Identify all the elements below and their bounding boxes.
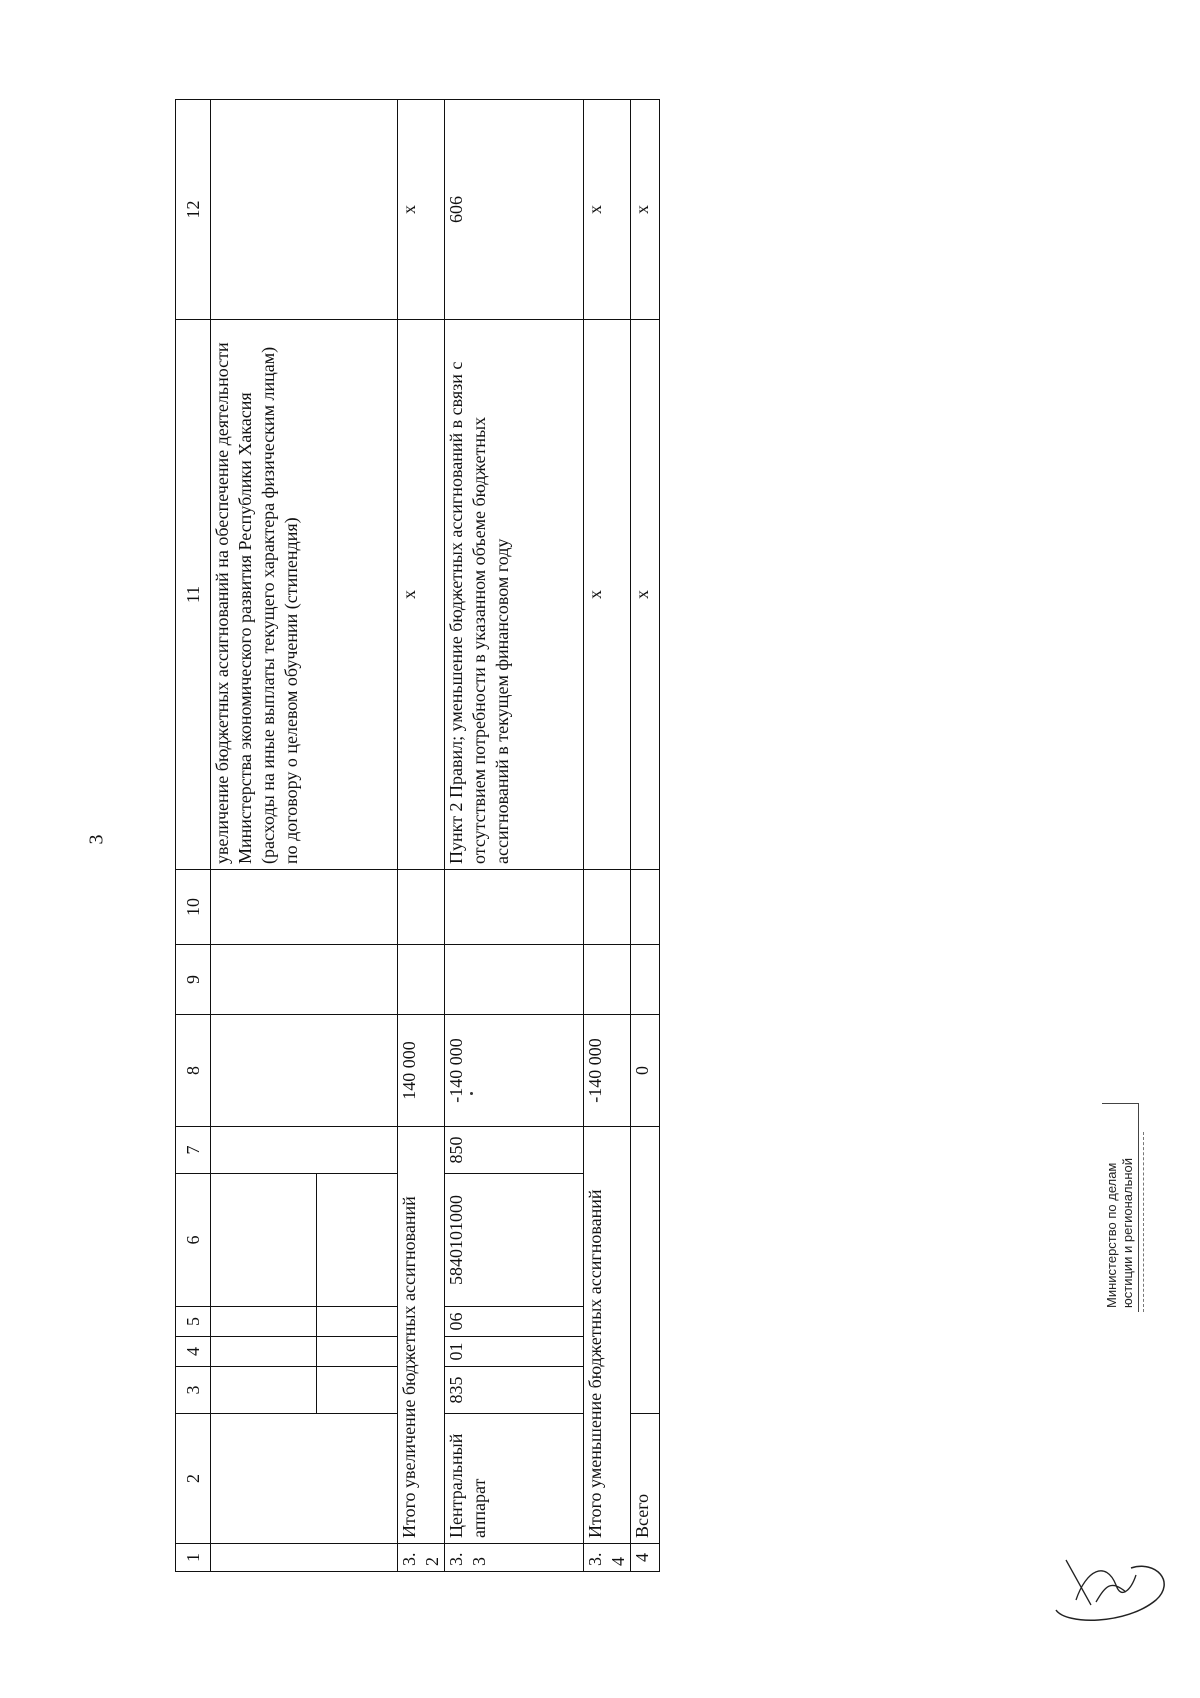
mark-cell: x	[398, 320, 445, 870]
stamp-line: юстиции и региональной	[1120, 1157, 1135, 1308]
header-cell: 11	[176, 320, 211, 870]
amount-cell: -140 000	[584, 1015, 631, 1127]
header-row	[176, 100, 211, 1572]
table-row	[445, 100, 584, 1572]
section-name: Центральный аппарат	[445, 1414, 584, 1544]
page-number: 3	[85, 834, 108, 845]
header-cell: 5	[176, 1307, 211, 1337]
mark-cell: x	[398, 100, 445, 320]
table-row	[584, 100, 631, 1572]
description-cell: увеличение бюджетных ассигнований на обеспечение деятельности Министерства экономического развития Республики Хакасия (расходы на иные выплаты текущего характера физическим лицам) по договору о целевом обучении (стипендия)	[211, 320, 398, 870]
row-number: 3.3	[445, 1544, 584, 1572]
table-row	[211, 100, 398, 1572]
amount-cell: -140 000	[445, 1015, 584, 1127]
header-cell: 8	[176, 1015, 211, 1127]
code-cell: 06	[445, 1307, 584, 1337]
row-label: Итого увеличение бюджетных ассигнований	[398, 1127, 445, 1544]
code-cell: 5840101000	[445, 1174, 584, 1307]
mark-cell: x	[631, 100, 660, 320]
header-cell: 1	[176, 1544, 211, 1572]
row-number: 3.2	[398, 1544, 445, 1572]
header-cell: 9	[176, 945, 211, 1015]
header-cell: 3	[176, 1367, 211, 1414]
code-cell: 606	[445, 100, 584, 320]
table-row	[398, 100, 445, 1572]
code-cell: 835	[445, 1367, 584, 1414]
header-cell: 10	[176, 870, 211, 945]
header-cell: 6	[176, 1174, 211, 1307]
amount-cell: 140 000	[398, 1015, 445, 1127]
ministry-stamp	[1102, 1072, 1198, 1312]
header-cell: 4	[176, 1337, 211, 1367]
row-label: Всего	[631, 1414, 660, 1544]
code-cell: 850	[445, 1127, 584, 1174]
mark-cell: x	[584, 100, 631, 320]
rotated-table-container	[175, 100, 652, 1572]
header-cell: 12	[176, 100, 211, 320]
budget-table	[175, 99, 660, 1572]
code-cell: 01	[445, 1337, 584, 1367]
header-cell: 2	[176, 1414, 211, 1544]
row-number: 3.4	[584, 1544, 631, 1572]
header-cell: 7	[176, 1127, 211, 1174]
row-label: Итого уменьшение бюджетных ассигнований	[584, 1127, 631, 1544]
table-row	[631, 100, 660, 1572]
mark-cell: x	[631, 320, 660, 870]
amount-cell: 0	[631, 1015, 660, 1127]
mark-cell: x	[584, 320, 631, 870]
row-number: 4	[631, 1544, 660, 1572]
signature-mark	[1036, 1530, 1186, 1630]
description-cell: Пункт 2 Правил; уменьшение бюджетных ассигнований в связи с отсутствием потребности в указанном объеме бюджетных ассигнований в текущем финансовом году	[445, 320, 584, 870]
stamp-line: Министерство по делам	[1104, 1162, 1119, 1308]
